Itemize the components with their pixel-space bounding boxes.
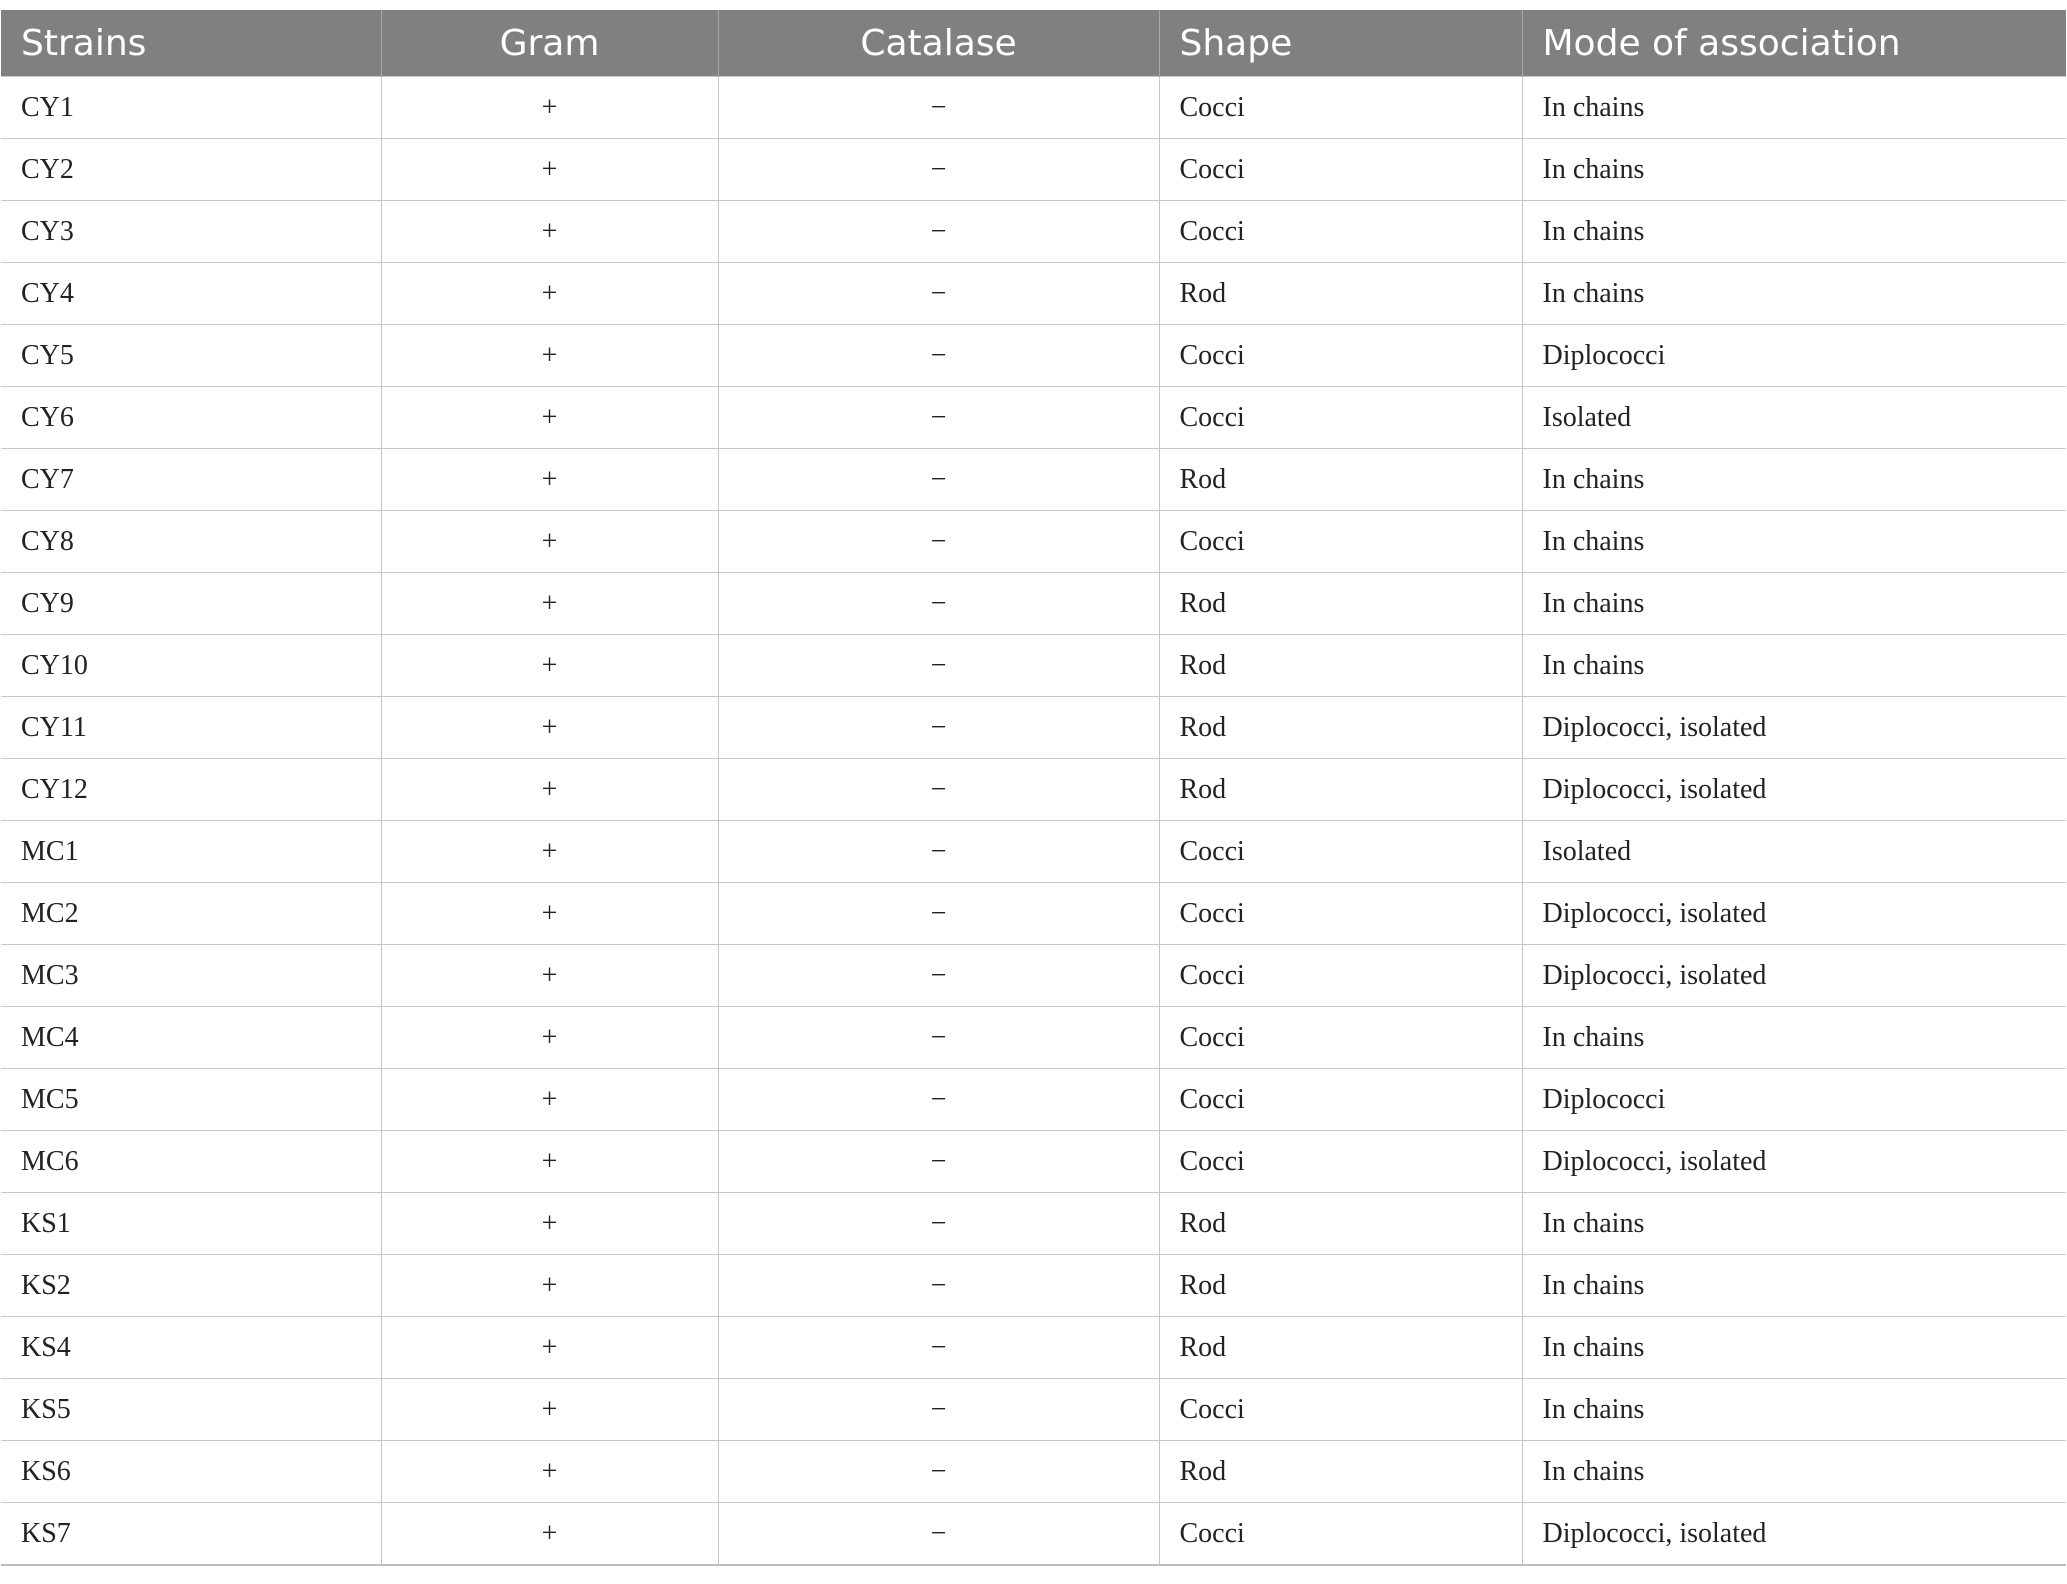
cell-shape: Cocci: [1159, 1007, 1522, 1069]
cell-shape: Cocci: [1159, 883, 1522, 945]
table-row: [1, 201, 2066, 263]
cell-strain: MC3: [1, 945, 381, 1007]
cell-gram: +: [381, 1193, 718, 1255]
cell-gram: +: [381, 1317, 718, 1379]
cell-gram: +: [381, 1441, 718, 1503]
cell-catalase: −: [718, 449, 1159, 511]
cell-shape: Rod: [1159, 1441, 1522, 1503]
table-row: [1, 449, 2066, 511]
cell-mode-of-association: In chains: [1522, 573, 2066, 635]
cell-strain: CY3: [1, 201, 381, 263]
table-row: [1, 1069, 2066, 1131]
cell-strain: MC6: [1, 1131, 381, 1193]
cell-shape: Cocci: [1159, 945, 1522, 1007]
cell-mode-of-association: In chains: [1522, 449, 2066, 511]
cell-mode-of-association: In chains: [1522, 511, 2066, 573]
table-row: [1, 883, 2066, 945]
cell-strain: CY6: [1, 387, 381, 449]
cell-gram: +: [381, 201, 718, 263]
cell-catalase: −: [718, 263, 1159, 325]
cell-shape: Cocci: [1159, 1503, 1522, 1566]
cell-strain: MC4: [1, 1007, 381, 1069]
cell-shape: Cocci: [1159, 201, 1522, 263]
cell-catalase: −: [718, 1069, 1159, 1131]
cell-gram: +: [381, 697, 718, 759]
table-row: [1, 511, 2066, 573]
strains-table-container: [1, 10, 2066, 1566]
header-gram: Gram: [381, 10, 718, 77]
table-row: [1, 697, 2066, 759]
cell-catalase: −: [718, 1441, 1159, 1503]
cell-mode-of-association: Diplococci, isolated: [1522, 945, 2066, 1007]
cell-catalase: −: [718, 945, 1159, 1007]
cell-gram: +: [381, 883, 718, 945]
cell-strain: KS5: [1, 1379, 381, 1441]
table-row: [1, 1193, 2066, 1255]
cell-catalase: −: [718, 325, 1159, 387]
cell-strain: CY4: [1, 263, 381, 325]
cell-gram: +: [381, 1007, 718, 1069]
table-header: [1, 10, 2066, 77]
table-row: [1, 1317, 2066, 1379]
cell-strain: CY7: [1, 449, 381, 511]
cell-shape: Cocci: [1159, 821, 1522, 883]
cell-strain: CY1: [1, 77, 381, 139]
header-row: [1, 10, 2066, 77]
cell-shape: Cocci: [1159, 1379, 1522, 1441]
cell-catalase: −: [718, 139, 1159, 201]
cell-strain: CY11: [1, 697, 381, 759]
cell-catalase: −: [718, 387, 1159, 449]
table-body: [1, 77, 2066, 1566]
cell-mode-of-association: Isolated: [1522, 821, 2066, 883]
cell-catalase: −: [718, 1193, 1159, 1255]
cell-mode-of-association: In chains: [1522, 635, 2066, 697]
cell-gram: +: [381, 263, 718, 325]
cell-mode-of-association: Diplococci, isolated: [1522, 1503, 2066, 1566]
cell-gram: +: [381, 325, 718, 387]
cell-catalase: −: [718, 635, 1159, 697]
cell-strain: MC2: [1, 883, 381, 945]
cell-strain: KS6: [1, 1441, 381, 1503]
cell-mode-of-association: In chains: [1522, 1193, 2066, 1255]
cell-mode-of-association: In chains: [1522, 139, 2066, 201]
table-row: [1, 635, 2066, 697]
cell-gram: +: [381, 511, 718, 573]
cell-gram: +: [381, 1379, 718, 1441]
table-row: [1, 263, 2066, 325]
cell-mode-of-association: Diplococci, isolated: [1522, 697, 2066, 759]
cell-shape: Cocci: [1159, 139, 1522, 201]
table-row: [1, 759, 2066, 821]
table-row: [1, 387, 2066, 449]
cell-catalase: −: [718, 1317, 1159, 1379]
cell-gram: +: [381, 77, 718, 139]
cell-strain: CY5: [1, 325, 381, 387]
cell-strain: MC5: [1, 1069, 381, 1131]
table-row: [1, 77, 2066, 139]
cell-shape: Cocci: [1159, 325, 1522, 387]
cell-strain: CY8: [1, 511, 381, 573]
strains-table: [1, 10, 2066, 1566]
cell-shape: Rod: [1159, 573, 1522, 635]
header-catalase: Catalase: [718, 10, 1159, 77]
cell-gram: +: [381, 573, 718, 635]
cell-strain: MC1: [1, 821, 381, 883]
cell-shape: Rod: [1159, 759, 1522, 821]
cell-gram: +: [381, 945, 718, 1007]
cell-gram: +: [381, 759, 718, 821]
cell-strain: CY2: [1, 139, 381, 201]
table-row: [1, 1255, 2066, 1317]
cell-strain: KS7: [1, 1503, 381, 1566]
cell-shape: Cocci: [1159, 511, 1522, 573]
cell-shape: Rod: [1159, 1317, 1522, 1379]
cell-catalase: −: [718, 1131, 1159, 1193]
cell-catalase: −: [718, 1379, 1159, 1441]
cell-mode-of-association: Diplococci, isolated: [1522, 759, 2066, 821]
cell-mode-of-association: In chains: [1522, 77, 2066, 139]
cell-catalase: −: [718, 1503, 1159, 1566]
cell-mode-of-association: In chains: [1522, 1317, 2066, 1379]
table-row: [1, 139, 2066, 201]
cell-catalase: −: [718, 201, 1159, 263]
cell-shape: Cocci: [1159, 1131, 1522, 1193]
cell-catalase: −: [718, 1255, 1159, 1317]
cell-mode-of-association: In chains: [1522, 263, 2066, 325]
table-row: [1, 821, 2066, 883]
cell-shape: Cocci: [1159, 387, 1522, 449]
cell-mode-of-association: Diplococci, isolated: [1522, 1131, 2066, 1193]
cell-shape: Rod: [1159, 1193, 1522, 1255]
cell-mode-of-association: Diplococci: [1522, 325, 2066, 387]
cell-gram: +: [381, 1255, 718, 1317]
cell-mode-of-association: Isolated: [1522, 387, 2066, 449]
cell-shape: Rod: [1159, 1255, 1522, 1317]
cell-mode-of-association: Diplococci: [1522, 1069, 2066, 1131]
cell-gram: +: [381, 387, 718, 449]
table-row: [1, 325, 2066, 387]
header-mode-of-association: Mode of association: [1522, 10, 2066, 77]
table-row: [1, 1007, 2066, 1069]
cell-catalase: −: [718, 1007, 1159, 1069]
cell-strain: CY12: [1, 759, 381, 821]
cell-mode-of-association: In chains: [1522, 201, 2066, 263]
cell-catalase: −: [718, 573, 1159, 635]
cell-gram: +: [381, 139, 718, 201]
cell-shape: Rod: [1159, 449, 1522, 511]
table-row: [1, 573, 2066, 635]
cell-mode-of-association: Diplococci, isolated: [1522, 883, 2066, 945]
cell-strain: KS1: [1, 1193, 381, 1255]
cell-catalase: −: [718, 77, 1159, 139]
header-shape: Shape: [1159, 10, 1522, 77]
table-row: [1, 1131, 2066, 1193]
cell-strain: CY9: [1, 573, 381, 635]
cell-catalase: −: [718, 821, 1159, 883]
cell-strain: KS4: [1, 1317, 381, 1379]
cell-shape: Rod: [1159, 635, 1522, 697]
cell-catalase: −: [718, 511, 1159, 573]
table-row: [1, 1441, 2066, 1503]
cell-shape: Cocci: [1159, 77, 1522, 139]
cell-catalase: −: [718, 759, 1159, 821]
cell-strain: CY10: [1, 635, 381, 697]
cell-shape: Rod: [1159, 697, 1522, 759]
table-row: [1, 1503, 2066, 1566]
table-row: [1, 1379, 2066, 1441]
cell-catalase: −: [718, 697, 1159, 759]
table-row: [1, 945, 2066, 1007]
cell-mode-of-association: In chains: [1522, 1007, 2066, 1069]
cell-shape: Cocci: [1159, 1069, 1522, 1131]
cell-gram: +: [381, 821, 718, 883]
cell-gram: +: [381, 1503, 718, 1566]
cell-mode-of-association: In chains: [1522, 1255, 2066, 1317]
cell-mode-of-association: In chains: [1522, 1379, 2066, 1441]
cell-mode-of-association: In chains: [1522, 1441, 2066, 1503]
cell-shape: Rod: [1159, 263, 1522, 325]
header-strains: Strains: [1, 10, 381, 77]
cell-catalase: −: [718, 883, 1159, 945]
cell-gram: +: [381, 1131, 718, 1193]
cell-gram: +: [381, 635, 718, 697]
cell-gram: +: [381, 1069, 718, 1131]
cell-strain: KS2: [1, 1255, 381, 1317]
cell-gram: +: [381, 449, 718, 511]
